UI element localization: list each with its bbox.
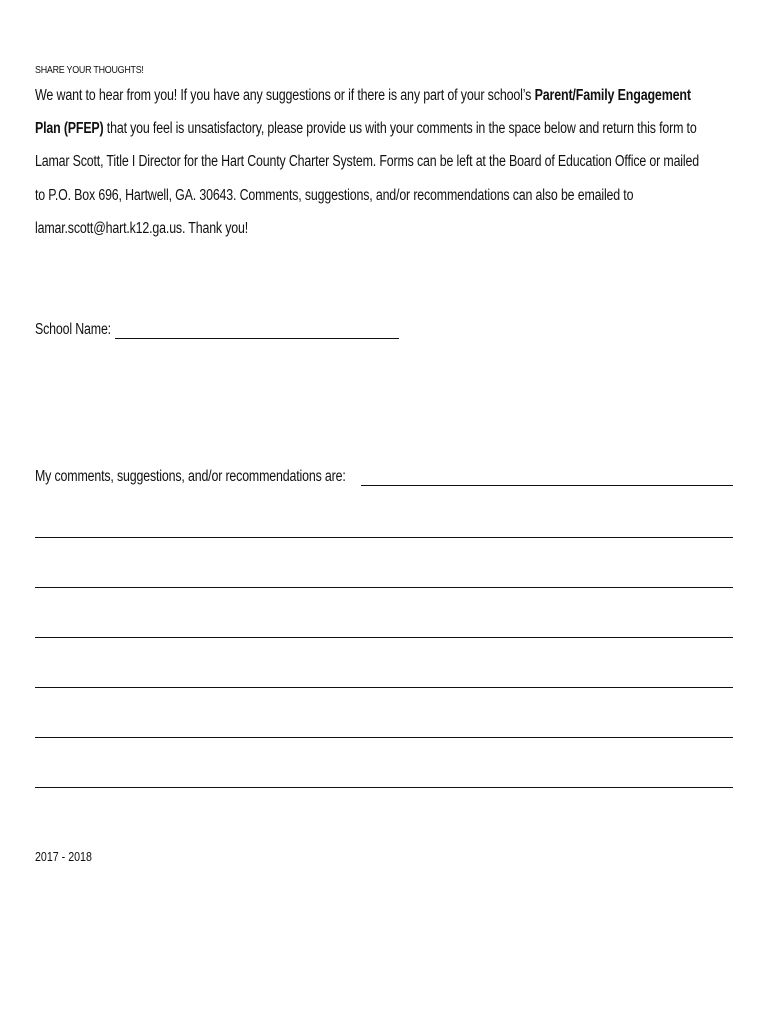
- comments-answer-line[interactable]: [35, 587, 733, 588]
- intro-line-1: [35, 87, 691, 105]
- comments-answer-line[interactable]: [35, 737, 733, 738]
- intro-line-5: lamar.scott@hart.k12.ga.us. Thank you!: [35, 220, 249, 237]
- school-name-field[interactable]: [115, 320, 399, 339]
- comments-answer-line[interactable]: [35, 687, 733, 688]
- comments-answer-line[interactable]: [35, 787, 733, 788]
- comments-row: [35, 467, 733, 486]
- school-name-label: School Name:: [35, 321, 111, 338]
- comments-answer-line[interactable]: [35, 537, 733, 538]
- intro-line-3: Lamar Scott, Title I Director for the Hart County Charter System. Forms can be left at the Board of Education Office or mailed: [35, 153, 699, 170]
- intro-text: that you feel is unsatisfactory, please provide us with your comments in the space below and return this form to: [103, 120, 697, 137]
- school-year: 2017 - 2018: [35, 849, 92, 864]
- intro-line-2: [35, 120, 697, 138]
- intro-text: We want to hear from you! If you have any suggestions or if there is any part of your school’s: [35, 87, 535, 104]
- intro-line-4: to P.O. Box 696, Hartwell, GA. 30643. Comments, suggestions, and/or recommendations can also be emailed to: [35, 187, 634, 204]
- school-name-row: [35, 320, 399, 339]
- comments-label: My comments, suggestions, and/or recommendations are:: [35, 468, 346, 485]
- intro-bold-term: Parent/Family Engagement: [534, 87, 691, 104]
- intro-bold-term: Plan (PFEP): [35, 120, 104, 137]
- comments-answer-line[interactable]: [35, 637, 733, 638]
- comments-field-line[interactable]: [361, 467, 733, 486]
- form-heading: SHARE YOUR THOUGHTS!: [35, 64, 144, 76]
